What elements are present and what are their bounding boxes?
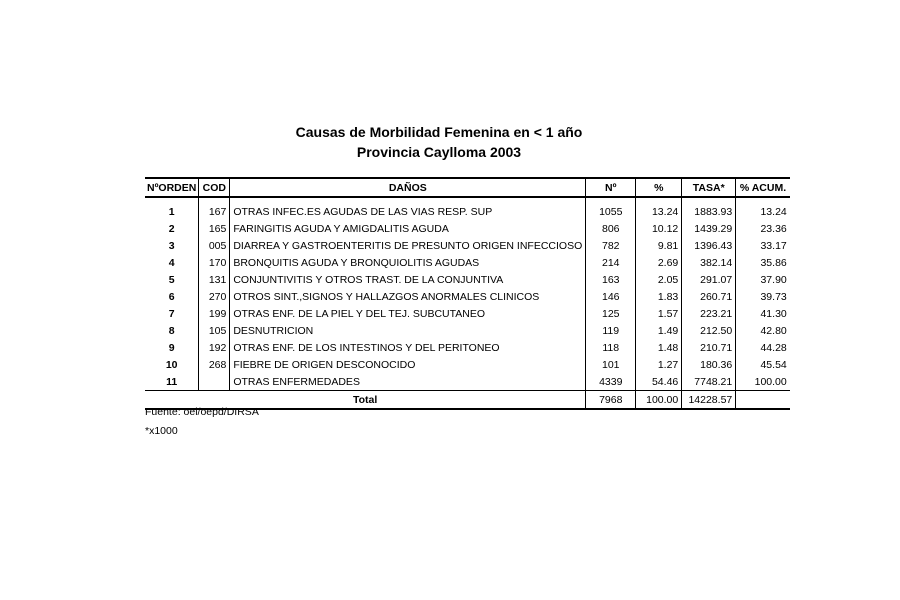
cell-orden: 9: [168, 341, 175, 354]
table-row: [145, 339, 790, 356]
cell-numero: 163: [586, 271, 636, 288]
cell-danos: FIEBRE DE ORIGEN DESCONOCIDO: [230, 356, 586, 373]
cell-porcentaje: 9.81: [636, 237, 682, 254]
cell-danos: FARINGITIS AGUDA Y AMIGDALITIS AGUDA: [230, 220, 586, 237]
cell-orden: 3: [168, 239, 175, 252]
cell-porcentaje: 54.46: [636, 373, 682, 391]
cell-danos: DIARREA Y GASTROENTERITIS DE PRESUNTO ORIGEN INFECCIOSO: [230, 237, 586, 254]
table-row: [145, 271, 790, 288]
cell-numero: 146: [586, 288, 636, 305]
cell-danos: OTROS SINT.,SIGNOS Y HALLAZGOS ANORMALES CLINICOS: [230, 288, 586, 305]
cell-porcentaje: 2.05: [636, 271, 682, 288]
cell-porcentaje: 1.48: [636, 339, 682, 356]
source-note: Fuente: oei/oepd/DIRSA: [145, 406, 259, 418]
cell-orden: 11: [166, 375, 178, 388]
cell-numero: 806: [586, 220, 636, 237]
table-row: [145, 254, 790, 271]
cell-porcentaje: 1.83: [636, 288, 682, 305]
cell-acumulado: 44.28: [736, 339, 790, 356]
table-row: [145, 305, 790, 322]
header-orden: NºORDEN: [145, 178, 199, 197]
cell-orden: 7: [168, 307, 175, 320]
cell-orden: 10: [165, 358, 178, 371]
cell-acumulado: 41.30: [736, 305, 790, 322]
cell-danos: OTRAS INFEC.ES AGUDAS DE LAS VIAS RESP. SUP: [230, 197, 586, 220]
total-porcentaje: 100.00: [636, 391, 682, 410]
cell-cod: 199: [199, 305, 230, 322]
cell-porcentaje: 1.49: [636, 322, 682, 339]
table-row: [145, 220, 790, 237]
cell-tasa: 210.71: [682, 339, 736, 356]
cell-tasa: 1396.43: [682, 237, 736, 254]
table-row: [145, 237, 790, 254]
header-porcentaje: %: [636, 178, 682, 197]
cell-orden: 4: [168, 256, 175, 269]
cell-cod: 268: [199, 356, 230, 373]
cell-numero: 214: [586, 254, 636, 271]
cell-tasa: 7748.21: [682, 373, 736, 391]
cell-cod: 170: [199, 254, 230, 271]
cell-tasa: 1883.93: [682, 197, 736, 220]
cell-danos: DESNUTRICION: [230, 322, 586, 339]
header-acumulado: % ACUM.: [736, 178, 790, 197]
cell-danos: BRONQUITIS AGUDA Y BRONQUIOLITIS AGUDAS: [230, 254, 586, 271]
table-header-row: [145, 178, 790, 197]
rate-note: *x1000: [145, 425, 178, 437]
cell-cod: 192: [199, 339, 230, 356]
cell-porcentaje: 2.69: [636, 254, 682, 271]
cell-cod: 005: [199, 237, 230, 254]
header-danos: DAÑOS: [230, 178, 586, 197]
header-tasa: TASA*: [682, 178, 736, 197]
cell-acumulado: 23.36: [736, 220, 790, 237]
cell-danos: OTRAS ENF. DE LOS INTESTINOS Y DEL PERITONEO: [230, 339, 586, 356]
table-body: [145, 197, 790, 409]
cell-numero: 101: [586, 356, 636, 373]
total-acumulado: [736, 391, 790, 410]
cell-acumulado: 33.17: [736, 237, 790, 254]
cell-acumulado: 37.90: [736, 271, 790, 288]
cell-danos: OTRAS ENFERMEDADES: [230, 373, 586, 391]
cell-numero: 4339: [586, 373, 636, 391]
cell-cod: 165: [199, 220, 230, 237]
cell-orden: 8: [168, 324, 175, 337]
total-tasa: 14228.57: [682, 391, 736, 410]
cell-tasa: 260.71: [682, 288, 736, 305]
cell-tasa: 291.07: [682, 271, 736, 288]
title-line-2: Provincia Caylloma 2003: [356, 144, 522, 160]
cell-orden: 5: [168, 273, 175, 286]
cell-cod: 167: [199, 197, 230, 220]
cell-orden: 2: [168, 222, 175, 235]
cell-numero: 118: [586, 339, 636, 356]
cell-cod: 131: [199, 271, 230, 288]
cell-acumulado: 42.80: [736, 322, 790, 339]
cell-tasa: 212.50: [682, 322, 736, 339]
cell-numero: 125: [586, 305, 636, 322]
cell-porcentaje: 1.57: [636, 305, 682, 322]
table-row: [145, 197, 790, 220]
cell-porcentaje: 13.24: [636, 197, 682, 220]
cell-danos: OTRAS ENF. DE LA PIEL Y DEL TEJ. SUBCUTANEO: [230, 305, 586, 322]
table-row: [145, 373, 790, 391]
cell-numero: 1055: [586, 197, 636, 220]
header-cod: COD: [199, 178, 230, 197]
total-numero: 7968: [586, 391, 636, 410]
cell-acumulado: 100.00: [736, 373, 790, 391]
cell-acumulado: 45.54: [736, 356, 790, 373]
cell-cod: [199, 373, 230, 391]
cell-acumulado: 13.24: [736, 197, 790, 220]
table-row: [145, 288, 790, 305]
table-row: [145, 356, 790, 373]
cell-acumulado: 39.73: [736, 288, 790, 305]
cell-tasa: 180.36: [682, 356, 736, 373]
table-row: [145, 322, 790, 339]
cell-tasa: 1439.29: [682, 220, 736, 237]
cell-orden: 1: [168, 205, 175, 218]
report-title: [145, 122, 733, 162]
cell-tasa: 382.14: [682, 254, 736, 271]
cell-tasa: 223.21: [682, 305, 736, 322]
cell-numero: 119: [586, 322, 636, 339]
cell-orden: 6: [168, 290, 175, 303]
header-numero: Nº: [586, 178, 636, 197]
cell-cod: 270: [199, 288, 230, 305]
title-line-1: Causas de Morbilidad Femenina en < 1 año: [295, 124, 583, 140]
cell-numero: 782: [586, 237, 636, 254]
morbidity-table: [145, 177, 790, 410]
cell-porcentaje: 1.27: [636, 356, 682, 373]
total-label: Total: [145, 391, 586, 410]
cell-danos: CONJUNTIVITIS Y OTROS TRAST. DE LA CONJUNTIVA: [230, 271, 586, 288]
cell-porcentaje: 10.12: [636, 220, 682, 237]
cell-cod: 105: [199, 322, 230, 339]
cell-acumulado: 35.86: [736, 254, 790, 271]
